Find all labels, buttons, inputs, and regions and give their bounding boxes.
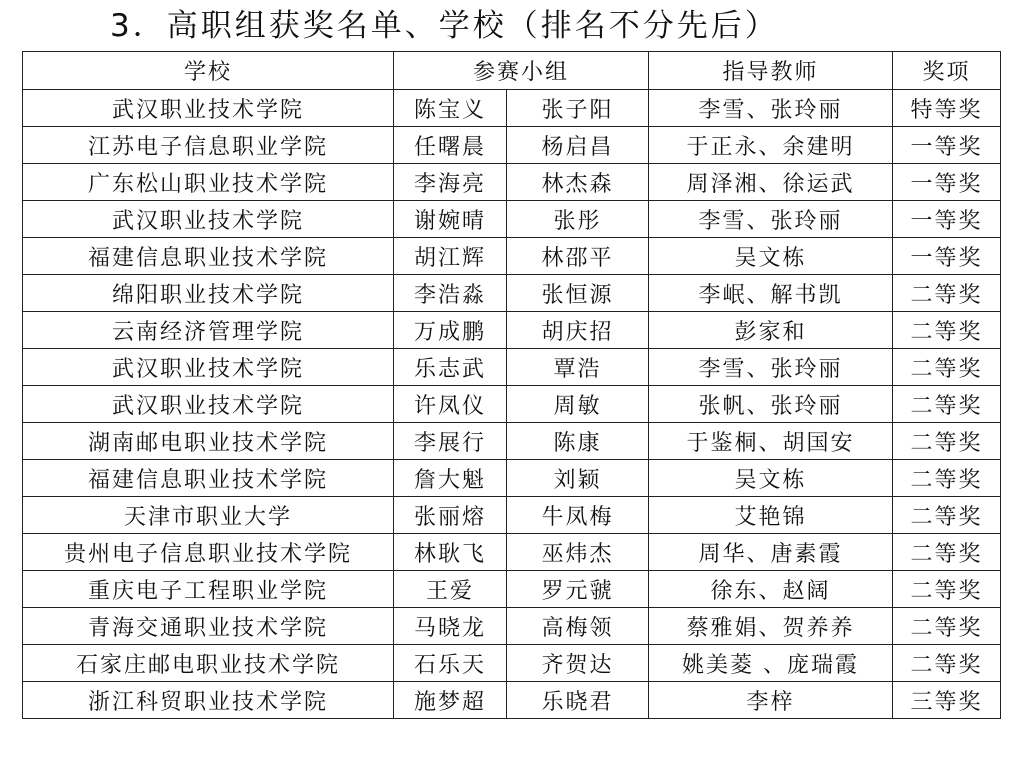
cell-award: 二等奖: [893, 312, 1001, 349]
cell-member-1: 马晓龙: [394, 608, 507, 645]
cell-teachers: 艾艳锦: [649, 497, 893, 534]
cell-award: 二等奖: [893, 460, 1001, 497]
table-row: [23, 645, 1001, 682]
cell-award: 一等奖: [893, 164, 1001, 201]
table-row: [23, 201, 1001, 238]
cell-school: 贵州电子信息职业技术学院: [23, 534, 394, 571]
cell-member-1: 李展行: [394, 423, 507, 460]
cell-member-1: 胡江辉: [394, 238, 507, 275]
cell-teachers: 周华、唐素霞: [649, 534, 893, 571]
table-row: [23, 238, 1001, 275]
cell-teachers: 李雪、张玲丽: [649, 349, 893, 386]
header-award: 奖项: [893, 52, 1001, 90]
cell-member-2: 张子阳: [507, 90, 649, 127]
cell-member-1: 石乐天: [394, 645, 507, 682]
cell-school: 青海交通职业技术学院: [23, 608, 394, 645]
cell-school: 武汉职业技术学院: [23, 386, 394, 423]
cell-award: 二等奖: [893, 275, 1001, 312]
cell-award: 二等奖: [893, 534, 1001, 571]
cell-member-2: 乐晓君: [507, 682, 649, 719]
award-table: [22, 51, 1001, 719]
cell-member-1: 詹大魁: [394, 460, 507, 497]
table-row: [23, 386, 1001, 423]
cell-member-2: 罗元虢: [507, 571, 649, 608]
cell-teachers: 李雪、张玲丽: [649, 201, 893, 238]
cell-school: 广东松山职业技术学院: [23, 164, 394, 201]
cell-award: 二等奖: [893, 571, 1001, 608]
cell-teachers: 吴文栋: [649, 460, 893, 497]
cell-teachers: 蔡雅娟、贺养养: [649, 608, 893, 645]
cell-teachers: 李梓: [649, 682, 893, 719]
cell-school: 福建信息职业技术学院: [23, 238, 394, 275]
table-row: [23, 608, 1001, 645]
cell-member-2: 刘颖: [507, 460, 649, 497]
table-row: [23, 682, 1001, 719]
cell-teachers: 徐东、赵阔: [649, 571, 893, 608]
cell-award: 二等奖: [893, 349, 1001, 386]
table-row: [23, 571, 1001, 608]
cell-member-2: 周敏: [507, 386, 649, 423]
cell-member-1: 任曙晨: [394, 127, 507, 164]
cell-teachers: 彭家和: [649, 312, 893, 349]
cell-award: 一等奖: [893, 238, 1001, 275]
cell-member-2: 林邵平: [507, 238, 649, 275]
cell-award: 二等奖: [893, 386, 1001, 423]
cell-school: 福建信息职业技术学院: [23, 460, 394, 497]
cell-teachers: 李雪、张玲丽: [649, 90, 893, 127]
cell-school: 江苏电子信息职业学院: [23, 127, 394, 164]
table-row: [23, 275, 1001, 312]
cell-teachers: 姚美菱 、庞瑞霞: [649, 645, 893, 682]
cell-member-2: 胡庆招: [507, 312, 649, 349]
cell-member-2: 陈康: [507, 423, 649, 460]
cell-teachers: 吴文栋: [649, 238, 893, 275]
table-row: [23, 127, 1001, 164]
cell-member-2: 张恒源: [507, 275, 649, 312]
cell-member-2: 齐贺达: [507, 645, 649, 682]
table-row: [23, 534, 1001, 571]
table-row: [23, 460, 1001, 497]
cell-member-2: 张彤: [507, 201, 649, 238]
cell-member-1: 李浩淼: [394, 275, 507, 312]
cell-school: 天津市职业大学: [23, 497, 394, 534]
page-title: 3．高职组获奖名单、学校（排名不分先后）: [110, 8, 779, 44]
cell-school: 武汉职业技术学院: [23, 90, 394, 127]
cell-award: 三等奖: [893, 682, 1001, 719]
header-school: 学校: [23, 52, 394, 90]
header-teachers: 指导教师: [649, 52, 893, 90]
cell-member-1: 王爱: [394, 571, 507, 608]
cell-school: 武汉职业技术学院: [23, 349, 394, 386]
cell-member-2: 林杰森: [507, 164, 649, 201]
table-row: [23, 90, 1001, 127]
cell-school: 绵阳职业技术学院: [23, 275, 394, 312]
cell-member-1: 李海亮: [394, 164, 507, 201]
cell-member-2: 覃浩: [507, 349, 649, 386]
table-row: [23, 312, 1001, 349]
header-group: 参赛小组: [394, 52, 649, 90]
cell-school: 石家庄邮电职业技术学院: [23, 645, 394, 682]
cell-member-1: 施梦超: [394, 682, 507, 719]
table-header-row: [23, 52, 1001, 90]
cell-member-2: 杨启昌: [507, 127, 649, 164]
cell-award: 二等奖: [893, 608, 1001, 645]
cell-school: 重庆电子工程职业学院: [23, 571, 394, 608]
table-row: [23, 423, 1001, 460]
cell-award: 二等奖: [893, 497, 1001, 534]
cell-member-2: 巫炜杰: [507, 534, 649, 571]
table-row: [23, 497, 1001, 534]
cell-award: 二等奖: [893, 645, 1001, 682]
cell-teachers: 于正永、余建明: [649, 127, 893, 164]
cell-school: 湖南邮电职业技术学院: [23, 423, 394, 460]
cell-member-1: 林耿飞: [394, 534, 507, 571]
cell-member-1: 万成鹏: [394, 312, 507, 349]
cell-member-1: 乐志武: [394, 349, 507, 386]
cell-award: 一等奖: [893, 201, 1001, 238]
cell-award: 特等奖: [893, 90, 1001, 127]
cell-member-1: 谢婉晴: [394, 201, 507, 238]
cell-teachers: 周泽湘、徐运武: [649, 164, 893, 201]
cell-teachers: 李岷、解书凯: [649, 275, 893, 312]
cell-school: 武汉职业技术学院: [23, 201, 394, 238]
table-row: [23, 164, 1001, 201]
cell-member-2: 高梅领: [507, 608, 649, 645]
cell-member-1: 许凤仪: [394, 386, 507, 423]
cell-award: 一等奖: [893, 127, 1001, 164]
table-body: [23, 52, 1001, 719]
cell-school: 云南经济管理学院: [23, 312, 394, 349]
table-row: [23, 349, 1001, 386]
cell-school: 浙江科贸职业技术学院: [23, 682, 394, 719]
cell-member-1: 张丽熔: [394, 497, 507, 534]
cell-member-1: 陈宝义: [394, 90, 507, 127]
cell-teachers: 张帆、张玲丽: [649, 386, 893, 423]
cell-teachers: 于鉴桐、胡国安: [649, 423, 893, 460]
cell-member-2: 牛凤梅: [507, 497, 649, 534]
cell-award: 二等奖: [893, 423, 1001, 460]
